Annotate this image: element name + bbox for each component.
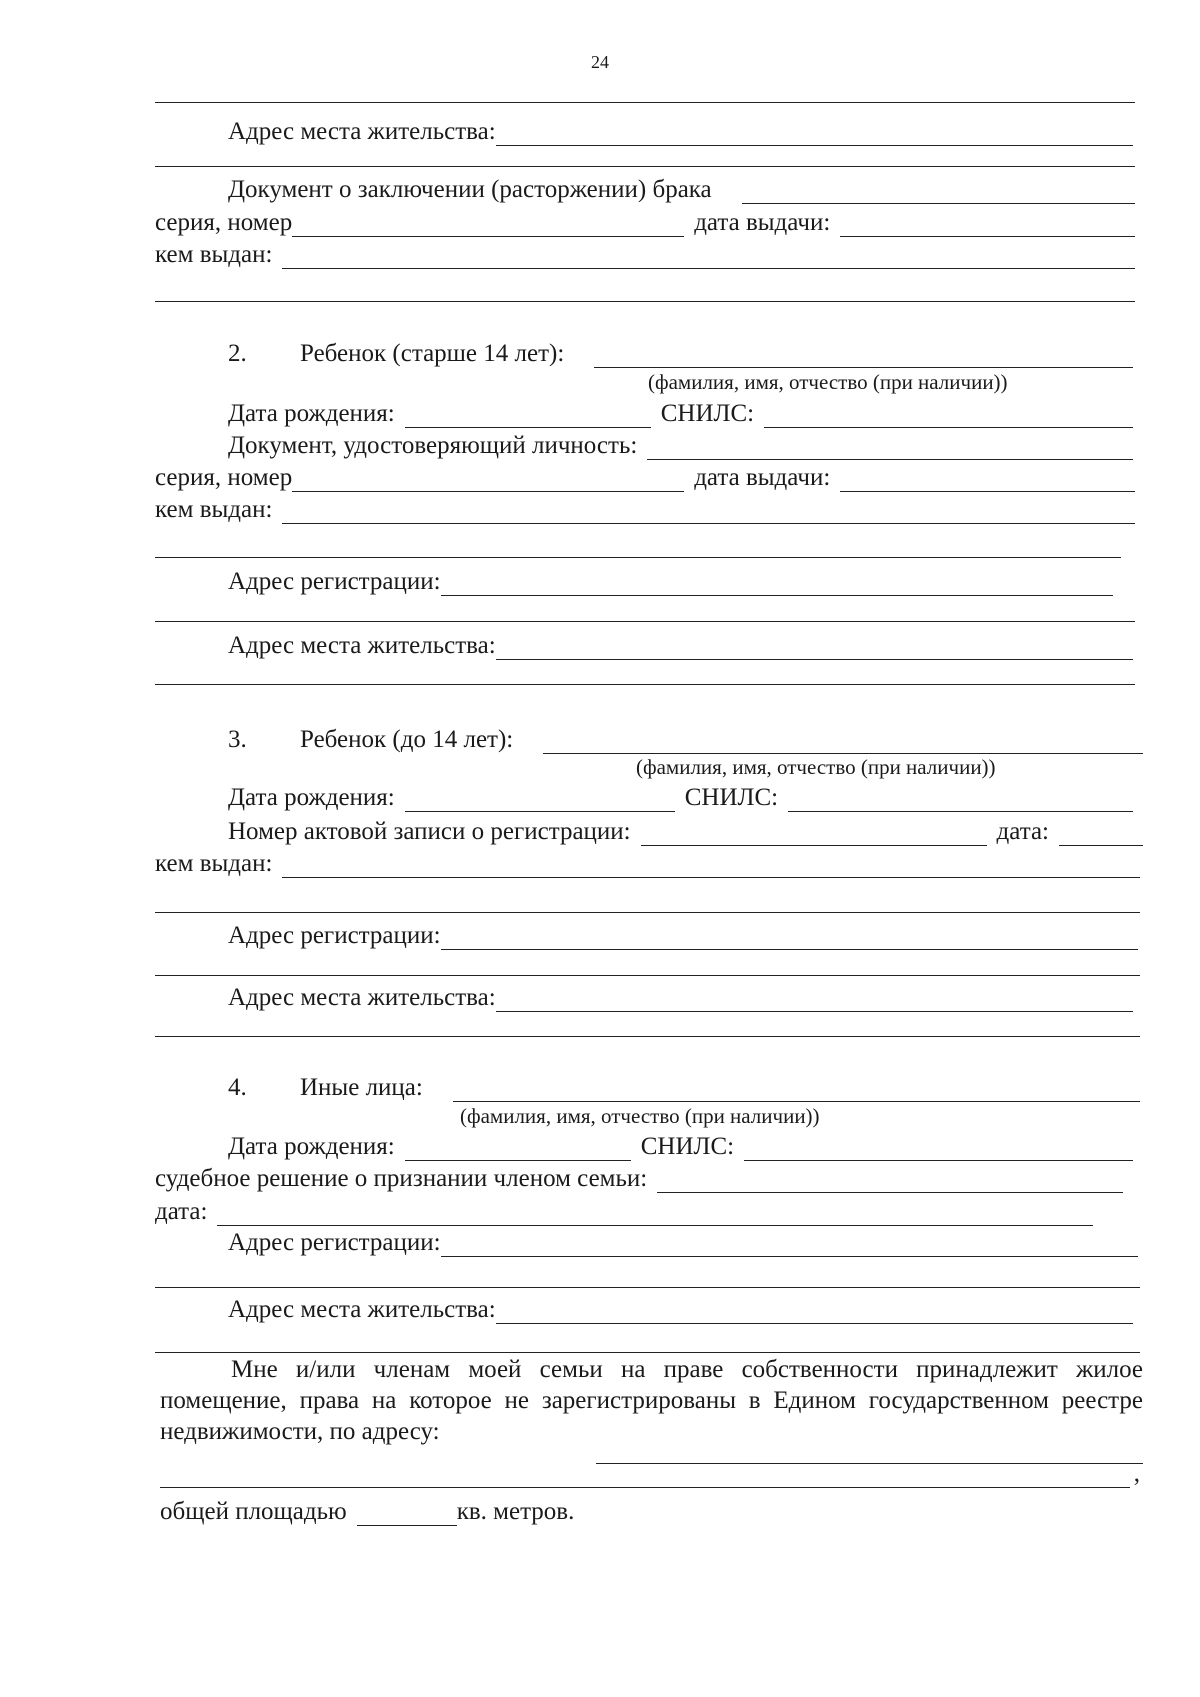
section-4-snils-field[interactable] [744,1130,1133,1161]
ownership-address-continuation-field[interactable] [160,1457,1130,1488]
birth-date-label: Дата рождения: [228,400,395,427]
marriage-issued-by-row [155,239,1135,269]
residence-address-label: Адрес места жительства: [228,118,496,145]
section-4-birth-row [228,1131,1133,1161]
section-3-residence-address-field[interactable] [496,981,1133,1012]
section-4-number: 4. [228,1074,247,1101]
marriage-issued-by-field[interactable] [282,238,1135,269]
registration-address-label: Адрес регистрации: [228,1229,441,1256]
section-2-snils-field[interactable] [764,397,1133,428]
section-2-birth-date-field[interactable] [405,397,651,428]
marriage-document-field[interactable] [742,173,1135,204]
section-3-issued-by-continuation-line[interactable] [155,912,1140,913]
registration-address-label: Адрес регистрации: [228,922,441,949]
section-2-id-document-field[interactable] [647,429,1133,460]
area-suffix-label: кв. метров. [456,1498,575,1525]
section-2-issue-date-field[interactable] [840,461,1135,492]
snils-label: СНИЛС: [684,784,779,811]
issue-date-label: дата выдачи: [694,464,831,491]
area-prefix-label: общей площадью [160,1498,347,1525]
area-field[interactable] [357,1495,457,1526]
ownership-comma: , [1133,1460,1140,1487]
section-3-snils-field[interactable] [788,781,1133,812]
section-2-series-number-field[interactable] [292,461,684,492]
section-4-registration-continuation-line[interactable] [155,1287,1140,1288]
section-3-registration-address-field[interactable] [441,919,1138,950]
section-3-registration-continuation-line[interactable] [155,975,1140,976]
section-4-fio-field[interactable] [453,1071,1140,1102]
section-4-birth-date-field[interactable] [405,1130,631,1161]
section-3-registration-row [228,920,1138,950]
section-2-registration-address-field[interactable] [441,565,1113,596]
section-4-registration-address-field[interactable] [441,1226,1138,1257]
section-3-label: Ребенок (до 14 лет): [300,726,514,753]
section-2-residence-continuation-line[interactable] [155,684,1135,685]
section-4-residence-continuation-line[interactable] [155,1352,1140,1353]
section-4-court-decision-field[interactable] [657,1162,1123,1193]
birth-date-label: Дата рождения: [228,1133,395,1160]
marriage-series-number-field[interactable] [292,206,684,237]
id-document-label: Документ, удостоверяющий личность: [228,432,638,459]
section-2-series-row [155,462,1135,492]
section-2-id-doc-row [228,430,1133,460]
series-number-label: серия, номер [155,464,293,491]
section-3-issued-by-row [155,848,1140,878]
snils-label: СНИЛС: [640,1133,735,1160]
residence-address-row [228,116,1133,146]
court-decision-label: судебное решение о признании членом семьи: [155,1165,648,1192]
section-2-issued-by-continuation-line[interactable] [155,557,1121,558]
marriage-document-label: Документ о заключении (расторжении) брака [228,176,712,203]
section-2-birth-row [228,398,1133,428]
section-4-residence-row [228,1294,1133,1324]
section-2-row [228,338,1133,368]
section-3-birth-row [228,782,1133,812]
section-3-act-record-field[interactable] [641,815,987,846]
section-3-fio-hint: (фамилия, имя, отчество (при наличии)) [636,755,996,779]
issued-by-label: кем выдан: [155,241,273,268]
section-4-registration-row [228,1227,1138,1257]
section-3-number: 3. [228,726,247,753]
ownership-address-continuation-row [160,1458,1140,1488]
residence-address-label: Адрес места жительства: [228,984,496,1011]
section-2-registration-row [228,566,1113,596]
section-3-issued-by-field[interactable] [282,847,1140,878]
section-4-court-row [155,1163,1123,1193]
section-2-fio-field[interactable] [594,337,1133,368]
section-3-row [228,724,1143,754]
section-3-birth-date-field[interactable] [405,781,675,812]
section-4-label: Иные лица: [300,1074,423,1101]
marriage-series-row [155,207,1135,237]
act-record-label: Номер актовой записи о регистрации: [228,818,631,845]
marriage-document-row [228,174,1135,204]
section-3-residence-continuation-line[interactable] [155,1036,1140,1037]
section-2-issued-by-row [155,494,1135,524]
issue-date-label: дата выдачи: [694,209,831,236]
section-4-row [228,1072,1140,1102]
section-4-residence-address-field[interactable] [496,1293,1133,1324]
issued-by-label: кем выдан: [155,850,273,877]
section-2-label: Ребенок (старше 14 лет): [300,340,565,367]
ownership-text: Мне и/или членам моей семьи на праве собственности принадлежит жилое помещение, права на которое не зарегистрированы в Едином государственном реестре недвижимости, по адресу: [160,1356,1143,1445]
section-2-fio-hint: (фамилия, имя, отчество (при наличии)) [648,370,1008,394]
section-4-fio-hint: (фамилия, имя, отчество (при наличии)) [460,1104,820,1128]
residence-address-field[interactable] [496,115,1133,146]
date-label: дата: [996,818,1049,845]
snils-label: СНИЛС: [660,400,755,427]
section-2-number: 2. [228,340,247,367]
date-label: дата: [155,1198,208,1225]
section-3-fio-field[interactable] [543,723,1143,754]
address-continuation-line[interactable] [155,102,1135,103]
section-3-act-date-field[interactable] [1059,815,1143,846]
residence-address-label: Адрес места жительства: [228,1296,496,1323]
section-3-residence-row [228,982,1133,1012]
marriage-issued-by-continuation-line[interactable] [155,301,1135,302]
section-2-residence-address-field[interactable] [496,629,1133,660]
issued-by-label: кем выдан: [155,496,273,523]
section-4-court-date-field[interactable] [217,1195,1093,1226]
residence-address-label: Адрес места жительства: [228,632,496,659]
section-2-residence-row [228,630,1133,660]
section-2-registration-continuation-line[interactable] [155,621,1135,622]
series-number-label: серия, номер [155,209,293,236]
section-3-act-record-row [228,816,1143,846]
birth-date-label: Дата рождения: [228,784,395,811]
marriage-issue-date-field[interactable] [840,206,1135,237]
area-row [160,1496,720,1526]
page-number: 24 [591,52,609,72]
registration-address-label: Адрес регистрации: [228,568,441,595]
residence-address-continuation-line[interactable] [155,166,1135,167]
section-2-issued-by-field[interactable] [282,493,1135,524]
section-4-date-row [155,1196,1093,1226]
